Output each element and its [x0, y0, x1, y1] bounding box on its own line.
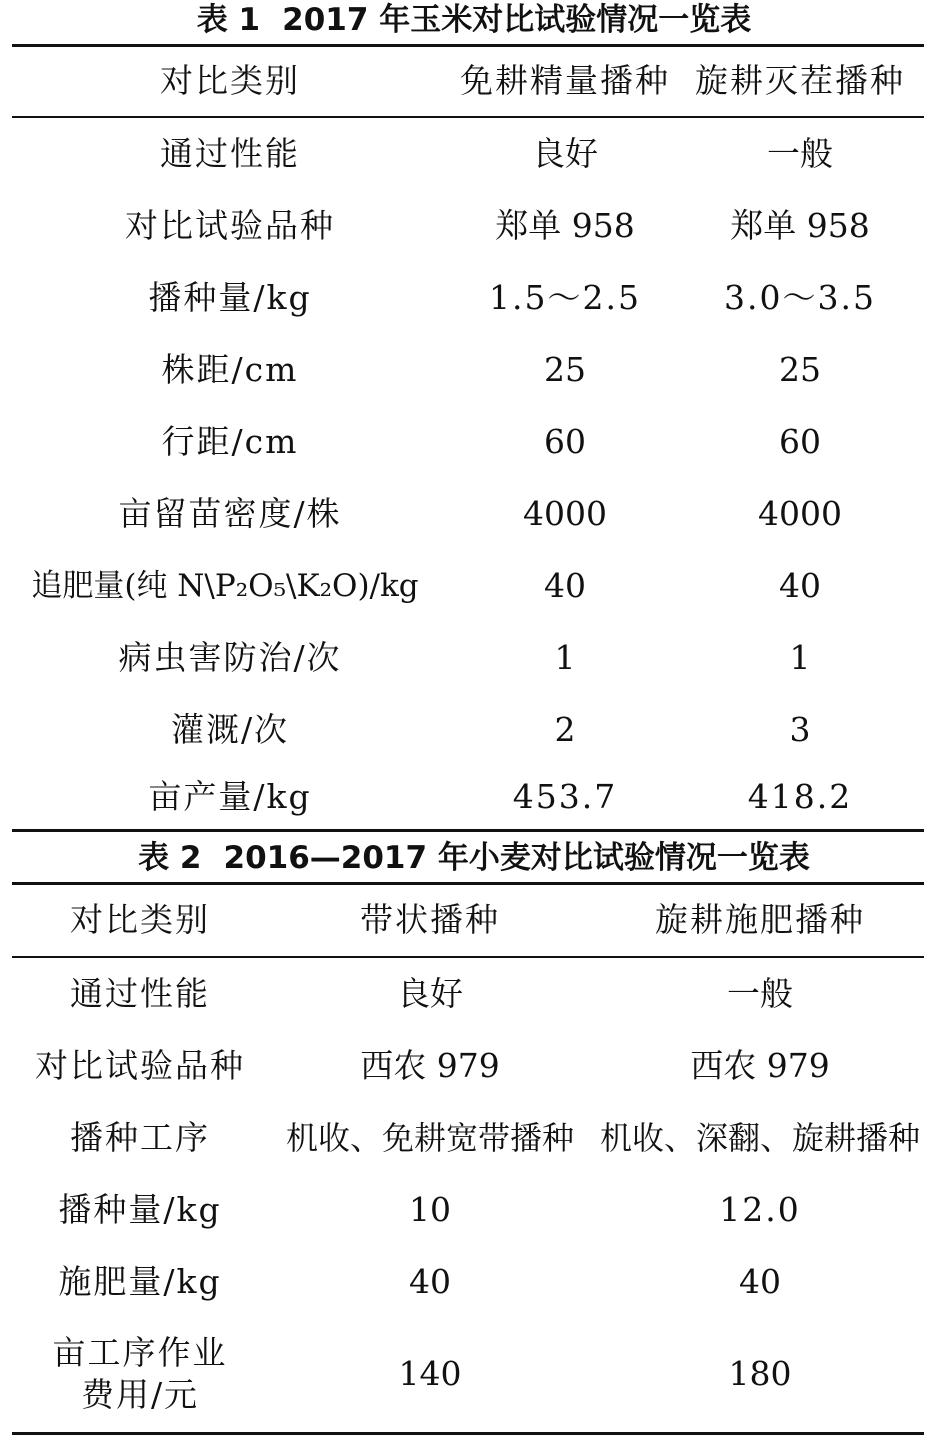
- table2-header-col2: 带状播种: [360, 900, 500, 939]
- table1-row5-col2: 60: [544, 422, 586, 461]
- table1-header-row: [0, 48, 948, 114]
- table2-row6-col3: 180: [728, 1354, 792, 1393]
- table2-row4-col2: 10: [409, 1190, 451, 1229]
- table1-row3-label: 播种量/kg: [148, 278, 312, 317]
- table1-row8-col2: 1: [554, 638, 576, 677]
- table1-row4-col3: 25: [779, 350, 821, 389]
- table-row: [0, 1246, 948, 1318]
- table2-row4-col3: 12.0: [719, 1190, 801, 1229]
- table2-row2-col3: 西农 979: [690, 1046, 830, 1085]
- table2-label: 表 2: [138, 840, 202, 876]
- table-row: [0, 1174, 948, 1246]
- table1-header-col1: 对比类别: [160, 61, 300, 100]
- table-row: [0, 1030, 948, 1102]
- table-row: [0, 550, 948, 622]
- table2-row5-label: 施肥量/kg: [58, 1262, 222, 1301]
- table1-row5-col3: 60: [779, 422, 821, 461]
- table2-row3-col3: 机收、深翻、旋耕播种: [600, 1119, 921, 1157]
- table-row: [0, 262, 948, 334]
- table2-row2-col2: 西农 979: [360, 1046, 500, 1085]
- table1-row6-label: 亩留苗密度/株: [118, 494, 342, 533]
- table1-row1-col2: 良好: [532, 134, 598, 173]
- table1-row4-col2: 25: [544, 350, 586, 389]
- table1-row7-col2: 40: [544, 566, 586, 605]
- table1-row5-label: 行距/cm: [161, 422, 299, 461]
- table1-row6-col3: 4000: [758, 494, 842, 533]
- table2-row1-col3: 一般: [727, 974, 793, 1013]
- table1-row10-col3: 418.2: [747, 777, 853, 816]
- table1-row4-label: 株距/cm: [161, 350, 299, 389]
- table-row: [0, 478, 948, 550]
- table1-bottom-rule: [12, 829, 924, 832]
- table1-row3-col2: 1.5～2.5: [489, 278, 641, 317]
- table-row: [0, 766, 948, 828]
- table1-top-rule: [12, 44, 924, 47]
- table-row: [0, 334, 948, 406]
- table1-row7-col3: 40: [779, 566, 821, 605]
- table1-row6-col2: 4000: [523, 494, 607, 533]
- table2-row4-label: 播种量/kg: [58, 1190, 222, 1229]
- table2-row6-label: 亩工序作业费用/元: [52, 1333, 228, 1414]
- table2-row2-label: 对比试验品种: [35, 1046, 245, 1085]
- table2-row1-label: 通过性能: [70, 974, 210, 1013]
- table1-row3-col3: 3.0～3.5: [724, 278, 876, 317]
- table1-header-col2: 免耕精量播种: [460, 61, 670, 100]
- table-row: [0, 118, 948, 190]
- table1-header-col3: 旋耕灭茬播种: [695, 61, 905, 100]
- table2-row6-col2: 140: [398, 1354, 462, 1393]
- table-row: [0, 622, 948, 694]
- table1-row2-col3: 郑单 958: [730, 206, 870, 245]
- table2-header-col1: 对比类别: [70, 900, 210, 939]
- table1-caption: [0, 0, 948, 40]
- table-row: [0, 694, 948, 766]
- table1-row8-col3: 1: [789, 638, 811, 677]
- table1-row9-col3: 3: [789, 710, 811, 749]
- table-row: [0, 406, 948, 478]
- table2-row5-col3: 40: [739, 1262, 781, 1301]
- table1-row1-col3: 一般: [767, 134, 833, 173]
- table1-row10-label: 亩产量/kg: [148, 777, 312, 816]
- table2-row5-col2: 40: [409, 1262, 451, 1301]
- table2-header-row: [0, 886, 948, 954]
- table1-row2-label: 对比试验品种: [125, 206, 335, 245]
- table-row: [0, 1318, 948, 1430]
- table2-caption: [0, 838, 948, 878]
- table2-row3-label: 播种工序: [70, 1118, 210, 1157]
- table-row: [0, 190, 948, 262]
- table2-header-col3: 旋耕施肥播种: [655, 900, 865, 939]
- table2-row1-col2: 良好: [397, 974, 463, 1013]
- table1-row2-col2: 郑单 958: [495, 206, 635, 245]
- table-row: [0, 1102, 948, 1174]
- table1-row10-col2: 453.7: [512, 777, 618, 816]
- table2-top-rule: [12, 882, 924, 885]
- table1-row9-col2: 2: [554, 710, 576, 749]
- table1-row1-label: 通过性能: [160, 134, 300, 173]
- table2-bottom-rule: [12, 1432, 924, 1435]
- table1-row7-label: 追肥量(纯 N\P₂O₅\K₂O)/kg: [31, 568, 419, 604]
- table1-title: 2017 年玉米对比试验情况一览表: [282, 2, 752, 38]
- table2-title: 2016—2017 年小麦对比试验情况一览表: [223, 840, 810, 876]
- table1-row9-label: 灌溉/次: [170, 710, 290, 749]
- table2-row3-col2: 机收、免耕宽带播种: [285, 1119, 574, 1157]
- table1-label: 表 1: [196, 2, 261, 38]
- table1-row8-label: 病虫害防治/次: [118, 638, 342, 677]
- table-row: [0, 958, 948, 1030]
